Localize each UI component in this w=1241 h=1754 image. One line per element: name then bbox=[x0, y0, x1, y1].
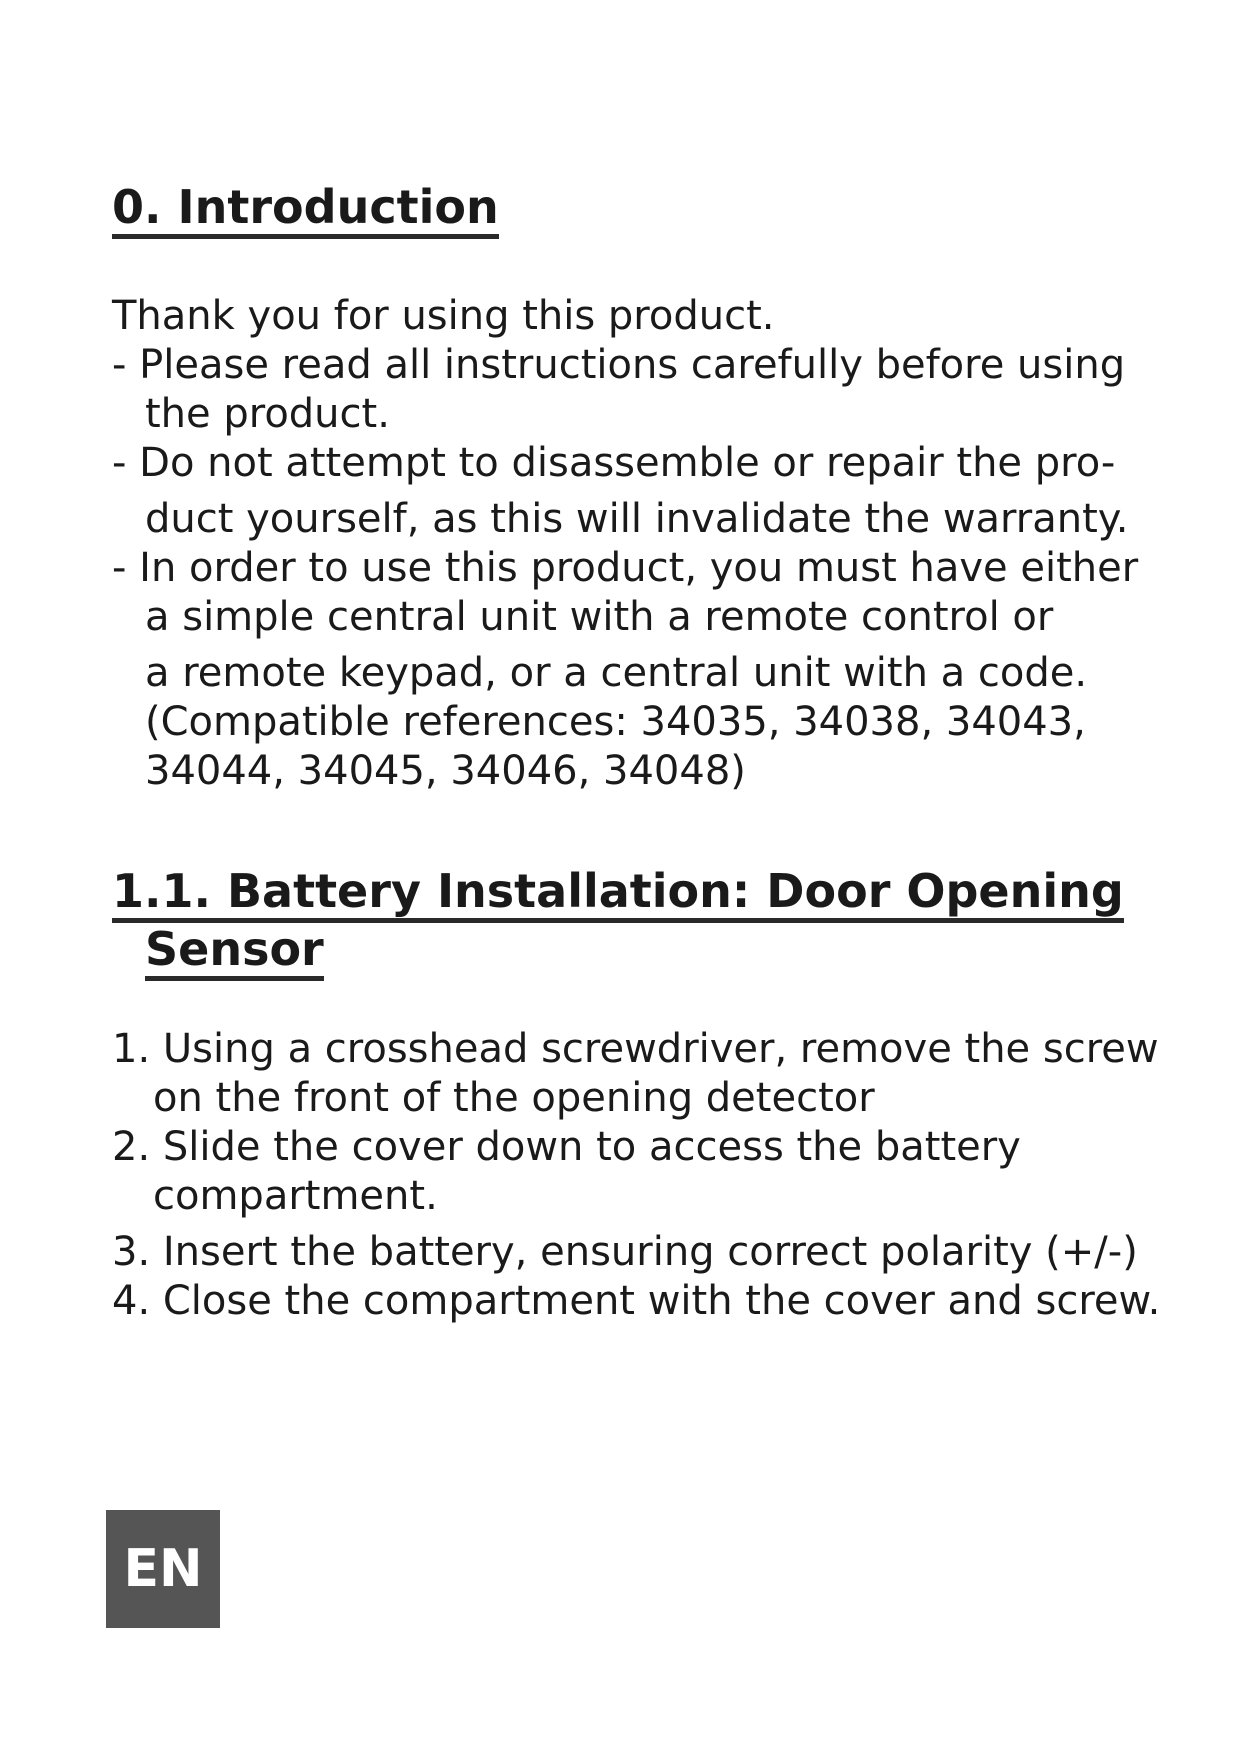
intro-bullet-continuation: a remote keypad, or a central unit with a code. bbox=[145, 650, 1088, 696]
battery-steps-list bbox=[112, 1025, 1172, 1325]
introduction-body bbox=[112, 292, 1172, 812]
intro-line: Thank you for using this product. bbox=[112, 293, 775, 339]
step-item: 2. Slide the cover down to access the battery bbox=[112, 1124, 1021, 1170]
step-item-continuation: compartment. bbox=[153, 1173, 438, 1219]
step-item: 1. Using a crosshead screwdriver, remove the screw bbox=[112, 1026, 1159, 1072]
intro-bullet-continuation: the product. bbox=[145, 391, 390, 437]
introduction-heading bbox=[112, 178, 499, 236]
battery-heading-line2: Sensor bbox=[145, 922, 324, 981]
compatible-references: (Compatible references: 34035, 34038, 34043, bbox=[145, 699, 1086, 745]
intro-bullet: - In order to use this product, you must have either bbox=[112, 545, 1139, 591]
introduction-heading-text: 0. Introduction bbox=[112, 180, 499, 239]
battery-heading-line1: 1.1. Battery Installation: Door Opening bbox=[112, 864, 1124, 923]
intro-bullet: - Please read all instructions carefully before using bbox=[112, 342, 1126, 388]
intro-bullet: - Do not attempt to disassemble or repair the pro- bbox=[112, 440, 1116, 486]
step-item: 4. Close the compartment with the cover and screw. bbox=[112, 1278, 1161, 1324]
step-item: 3. Insert the battery, ensuring correct polarity (+/-) bbox=[112, 1229, 1138, 1275]
intro-bullet-continuation: a simple central unit with a remote control or bbox=[145, 594, 1054, 640]
intro-bullet-continuation: duct yourself, as this will invalidate the warranty. bbox=[145, 496, 1129, 542]
language-badge: EN bbox=[106, 1510, 220, 1628]
battery-installation-heading bbox=[112, 862, 1124, 978]
compatible-references: 34044, 34045, 34046, 34048) bbox=[145, 748, 746, 794]
step-item-continuation: on the front of the opening detector bbox=[153, 1075, 875, 1121]
